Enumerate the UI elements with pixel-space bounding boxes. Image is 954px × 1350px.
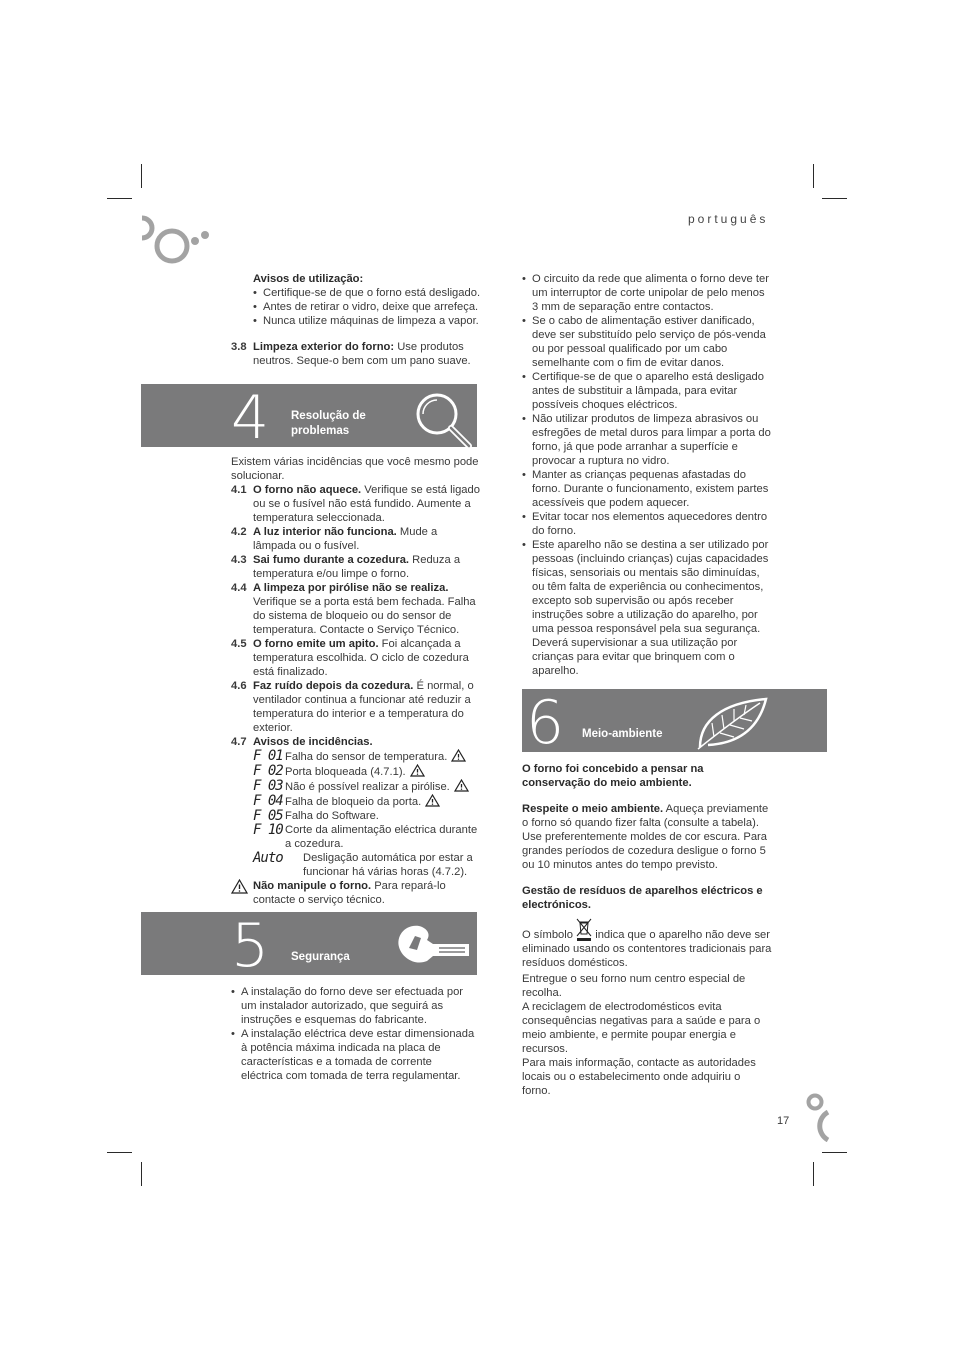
section-4-2: 4.2 A luz interior não funciona. Mude a lâmpada ou o fusível.	[231, 526, 438, 552]
section-3-8: 3.8 Limpeza exterior do forno: Use produtos neutros. Seque-o bem com um pano suave.	[231, 341, 471, 367]
section-title: Limpeza exterior do forno:	[253, 341, 395, 353]
error-code-row: F 04 Falha de bloqueio da porta.	[253, 794, 481, 809]
intro-text: Existem várias incidências que você mesmo pode solucionar.	[231, 456, 479, 482]
usage-list	[253, 286, 481, 328]
section-4-banner	[141, 383, 477, 453]
error-code-row: F 02 Porta bloqueada (4.7.1).	[253, 764, 481, 779]
left-column-troubles	[231, 455, 481, 907]
safety-list	[231, 985, 476, 1083]
list-item: • Evitar tocar nos elementos aquecedores dentro do forno.	[522, 510, 772, 538]
list-item: • Certifique-se de que o forno está desligado.	[253, 286, 481, 300]
section-4-4: 4.4 A limpeza por pirólise não se realiza. Verifique se a porta está bem fechada. Falha do sistema de bloqueio ou do sensor de temperatura. Contacte o Serviço Técnico.	[231, 582, 476, 636]
warning-icon	[451, 749, 466, 762]
page-number: 17	[777, 1115, 790, 1127]
crossed-bin-icon	[576, 918, 592, 942]
section-text: Use produtos neutros. Seque-o bem com um pano suave.	[253, 341, 471, 367]
section-title: Meio-ambiente	[582, 728, 663, 740]
symbol-paragraph: O símbolo indica que o aparelho não deve ser eliminado usando os contentores tradicionais para resíduos domésticos.	[522, 918, 772, 970]
brand-mark-icon	[806, 1090, 830, 1142]
section-6-banner	[522, 688, 827, 758]
crop-mark	[141, 164, 142, 188]
deliver-paragraph: Entregue o seu forno num centro especial de recolha.	[522, 973, 746, 999]
error-code: F 10	[253, 822, 283, 838]
crop-mark	[107, 198, 132, 199]
error-code-row: F 05 Falha do Software.	[253, 808, 379, 824]
section-4-6: 4.6 Faz ruído depois da cozedura. É normal, o ventilador continua a funcionar até reduzir a temperatura do interior e a temperatura do exterior.	[231, 680, 474, 734]
error-code: F 05	[253, 808, 283, 824]
error-code: F 03	[253, 778, 283, 794]
error-code-row: Auto Desligação automática por estar a funcionar há várias horas (4.7.2).	[253, 850, 473, 878]
list-item: • Não utilizar produtos de limpeza abrasivos ou esfregões de metal duros para limpar a porta do forno, já que pode arranhar a superfície e provocar a ruptura no vidro.	[522, 412, 772, 468]
left-column-top	[231, 272, 481, 368]
section-4-5: 4.5 O forno emite um apito. Foi alcançada a temperatura escolhida. O ciclo de cozedura está finalizado.	[231, 638, 469, 678]
right-column-safety	[522, 272, 772, 678]
warning-icon	[410, 764, 425, 777]
safety-list-continued	[522, 272, 772, 678]
section-title: Segurança	[291, 951, 350, 963]
info-paragraph: Para mais informação, contacte as autoridades locais ou o estabelecimento onde adquiriu o forno.	[522, 1057, 756, 1097]
env-intro: O forno foi concebido a pensar na conservação do meio ambiente.	[522, 763, 704, 789]
error-code-row: F 01 Falha do sensor de temperatura.	[253, 749, 481, 764]
error-code: Auto	[253, 850, 283, 866]
section-title: Avisos de incidências.	[253, 736, 373, 748]
section-number: 5	[231, 911, 270, 981]
respect-paragraph: Respeite o meio ambiente. Aqueça previamente o forno só quando fizer falta (consulte a tabela). Use preferentemente moldes de cor escura. Para grandes períodos de cozedura desligue o forno 5 ou 10 minutos antes do tempo previsto.	[522, 803, 769, 871]
list-item: • A instalação eléctrica deve estar dimensionada à potência máxima indicada na placa de características e a tomada de corrente eléctrica com tomada de terra regulamentar.	[231, 1027, 476, 1083]
error-code: F 01	[253, 748, 283, 764]
section-number: 4	[231, 383, 270, 453]
list-item: • Certifique-se de que o aparelho está desligado antes de substituir a lâmpada, para evitar possíveis choques eléctricos.	[522, 370, 772, 412]
list-item: • Este aparelho não se destina a ser utilizado por pessoas (incluindo crianças) cujas capacidades físicas, sensoriais ou mentais são diminuídas, ou têm falta de experiência ou conhecimentos, excepto sob supervisão ou após receber instruções sobre a utilização do aparelho, por uma pessoa responsável pela sua segurança. Deverá supervisionar a sua utilização por crianças para evitar que brinquem com o aparelho.	[522, 538, 772, 678]
error-code-row: F 10 Corte da alimentação eléctrica durante a cozedura.	[253, 822, 478, 850]
crop-mark	[107, 1152, 132, 1153]
list-item: • Manter as crianças pequenas afastadas do forno. Durante o funcionamento, existem partes acessíveis que podem aquecer.	[522, 468, 772, 510]
magnifier-icon	[411, 388, 477, 448]
section-4-1: 4.1 O forno não aquece. Verifique se está ligado ou se o fusível não está fundido. Aumente a temperatura seleccionada.	[231, 484, 480, 524]
warning-note: Não manipule o forno. Para repará-lo contacte o serviço técnico.	[231, 879, 481, 907]
wrench-icon	[393, 920, 473, 970]
brand-logo-icon	[134, 212, 214, 272]
error-code: F 04	[253, 793, 283, 809]
crop-mark	[822, 1152, 847, 1153]
list-item: • Antes de retirar o vidro, deixe que arrefeça.	[253, 300, 481, 314]
left-column-safety	[231, 985, 476, 1083]
crop-mark	[813, 1162, 814, 1186]
error-code: F 02	[253, 763, 283, 779]
list-item: • Nunca utilize máquinas de limpeza a vapor.	[253, 314, 481, 328]
section-4-7: 4.7 Avisos de incidências. F 01 Falha do sensor de temperatura. F 02 Porta bloqueada (4.7.1). F 03 Não é possível realizar a pirólise. F 04 Falha de bloqueio da porta. F 05 Falha do Software. F 10 Corte da alimentação eléctrica durante a cozedura. Auto Desligação automática por estar a funcionar há várias horas (4.7.2).	[231, 735, 481, 879]
right-column-environment	[522, 762, 772, 1098]
list-item: • A instalação do forno deve ser efectuada por um instalador autorizado, que seguirá as instruções e esquemas do fabricante.	[231, 985, 476, 1027]
warning-icon	[425, 794, 440, 807]
section-4-3: 4.3 Sai fumo durante a cozedura. Reduza a temperatura e/ou limpe o forno.	[231, 554, 461, 580]
crop-mark	[822, 198, 847, 199]
list-item: • Se o cabo de alimentação estiver danificado, deve ser substituído pelo serviço de pós-venda ou por pessoal qualificado por um cabo semelhante com o fim de evitar danos.	[522, 314, 772, 370]
waste-title: Gestão de resíduos de aparelhos eléctricos e electrónicos.	[522, 885, 763, 911]
crop-mark	[141, 1162, 142, 1186]
warning-icon	[231, 879, 248, 894]
warning-icon	[454, 779, 469, 792]
language-label: português	[688, 212, 769, 226]
usage-title: Avisos de utilização:	[253, 273, 364, 285]
list-item: • O circuito da rede que alimenta o forno deve ter um interruptor de corte unipolar de pelo menos 3 mm de separação entre contactos.	[522, 272, 772, 314]
section-5-banner	[141, 911, 477, 981]
recycle-paragraph: A reciclagem de electrodomésticos evita consequências negativas para a saúde e para o meio ambiente, e permite poupar energia e recursos.	[522, 1001, 761, 1055]
section-number: 6	[526, 688, 565, 758]
crop-mark	[813, 164, 814, 188]
error-code-row: F 03 Não é possível realizar a pirólise.	[253, 779, 481, 794]
section-title: Resolução de problemas	[291, 410, 366, 437]
leaf-icon	[694, 693, 774, 751]
